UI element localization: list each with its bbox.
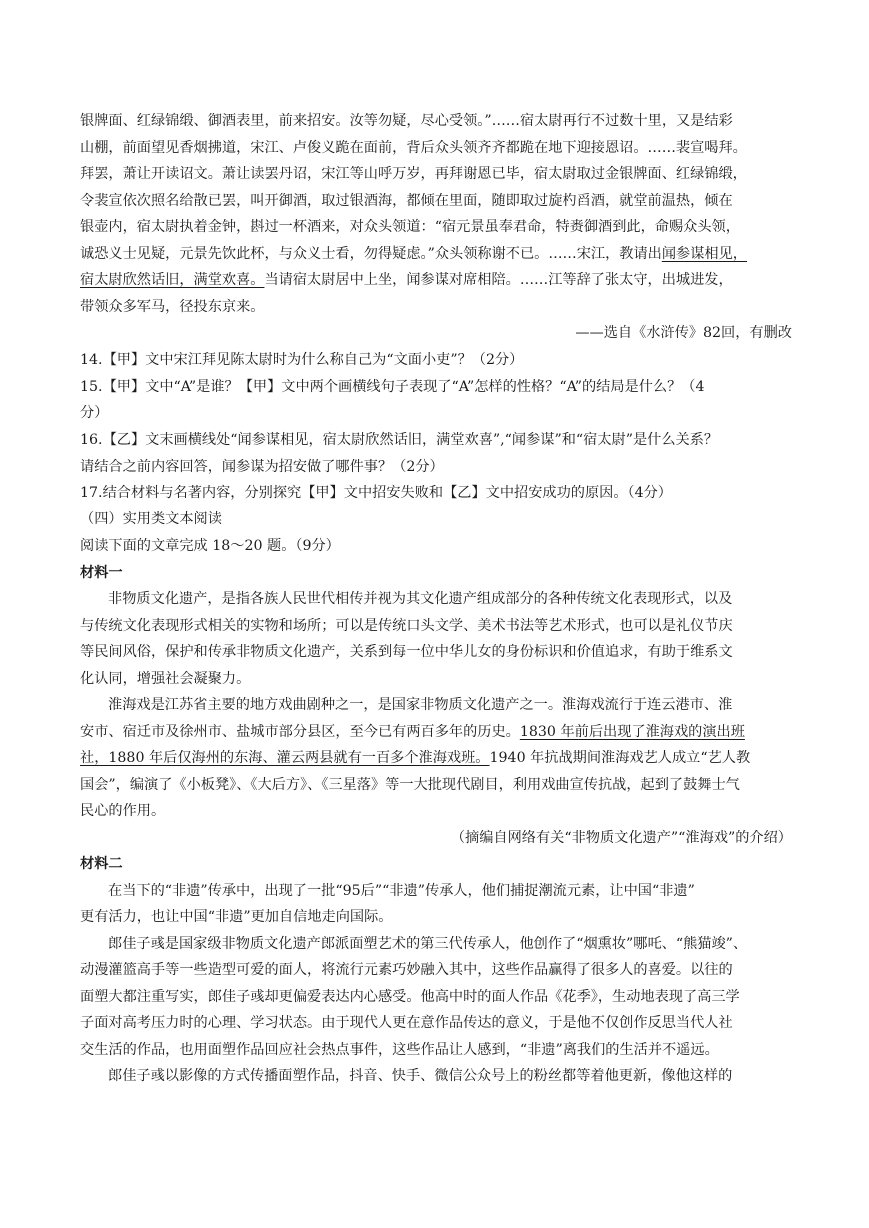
question-16: 16.【乙】文末画横线处“闻参谋相见，宿太尉欣然话旧，满堂欢喜”,“闻参谋”和“宿太尉”是什么关系？ — [80, 432, 719, 448]
question-17: 17.结合材料与名著内容，分别探究【甲】文中招安失败和【乙】文中招安成功的原因。（4分） — [80, 485, 672, 501]
section-instruction: 阅读下面的文章完成 18～20 题。（9分） — [80, 538, 340, 554]
passage-line: 拜罢，萧让开读诏文。萧让读罢丹诏，宋江等山呼万岁，再拜谢恩已毕，宿太尉取过金银牌面、红绿锦缎， — [80, 166, 747, 182]
question-15: 15.【甲】文中“A”是谁？【甲】文中两个画横线句子表现了“A”怎样的性格？“A”的结局是什么？（4 — [80, 379, 705, 395]
question-14: 14.【甲】文中宋江拜见陈太尉时为什么称自己为“文面小吏”？（2分） — [80, 352, 524, 368]
passage-source: ——选自《水浒传》82回，有删改 — [575, 325, 792, 341]
passage-line: 山棚，前面望见香烟拂道，宋江、卢俊义跪在面前，背后众头领齐齐都跪在地下迎接恩诏。……裴宣喝拜。 — [80, 140, 747, 156]
passage-line: 令裴宣依次照名给散已罢，叫开御酒，取过银酒海，都倾在里面，随即取过旋杓舀酒，就堂前温热，倾在 — [80, 193, 733, 209]
material1-source: （摘编自网络有关“非物质文化遗产”“淮海戏”的介绍） — [450, 830, 792, 846]
paragraph-line: 社，1880 年后仅海州的东海、灌云两县就有一百多个淮海戏班。1940 年抗战期间淮海戏艺人成立“艺人教 — [80, 750, 751, 766]
underlined-phrase: 社，1880 年后仅海州的东海、灌云两县就有一百多个淮海戏班。 — [80, 750, 490, 766]
paragraph-line: 与传统文化表现形式相关的实物和场所；可以是传统口头文学、美术书法等艺术形式，也可以是礼仪节庆 — [80, 618, 733, 634]
paragraph-line: 面塑大都注重写实，郎佳子彧却更偏爱表达内心感受。他高中时的面人作品《花季》，生动地表现了高三学 — [80, 989, 740, 1005]
paragraph-line: 动漫灌篮高手等一些造型可爱的面人，将流行元素巧妙融入其中，这些作品赢得了很多人的喜爱。以往的 — [80, 962, 733, 978]
paragraph-line: 非物质文化遗产，是指各族人民世代相传并视为其文化遗产组成部分的各种传统文化表现形式，以及 — [108, 591, 733, 607]
paragraph-line: 安市、宿迁市及徐州市、盐城市部分县区，至今已有两百多年的历史。1830 年前后出现了淮海戏的演出班 — [80, 724, 745, 740]
underlined-phrase: 1830 年前后出现了淮海戏的演出班 — [519, 724, 745, 740]
passage-line: 银牌面、红绿锦缎、御酒表里，前来招安。汝等勿疑，尽心受领。”……宿太尉再行不过数十里，又是结彩 — [80, 113, 733, 129]
passage-line: 银壶内，宿太尉执着金钟，斟过一杯酒来，对众头领道：“宿元景虽奉君命，特赉御酒到此，命赐众头领， — [80, 219, 740, 235]
paragraph-line: 子面对高考压力时的心理、学习状态。由于现代人更在意作品传达的意义，于是他不仅创作反思当代人社 — [80, 1015, 733, 1031]
paragraph-line: 在当下的“非遗”传承中，出现了一批“95后”“非遗”传承人，他们捕捉潮流元素，让中国“非遗” — [108, 883, 695, 899]
underlined-phrase: 闻参谋相见， — [661, 246, 747, 262]
material1-heading: 材料一 — [80, 565, 123, 581]
paragraph-line: 郎佳子彧以影像的方式传播面塑作品，抖音、快手、微信公众号上的粉丝都等着他更新，像他这样的 — [108, 1068, 733, 1084]
paragraph-line: 化认同，增强社会凝聚力。 — [80, 671, 251, 687]
paragraph-line: 等民间风俗，保护和传承非物质文化遗产，关系到每一位中华儿女的身份标识和价值追求，有助于维系文 — [80, 644, 733, 660]
paragraph-line: 郎佳子彧是国家级非物质文化遗产郎派面塑艺术的第三代传承人，他创作了“烟熏妆”哪吒、“熊猫竣”、 — [108, 936, 748, 952]
question-16-cont: 请结合之前内容回答，闻参谋为招安做了哪件事？（2分） — [80, 459, 444, 475]
underlined-phrase: 宿太尉欣然话旧，满堂欢喜。 — [80, 272, 265, 288]
passage-line: 带领众多军马，径投东京来。 — [80, 299, 265, 315]
passage-line: 诚恐义士见疑，元景先饮此杯，与众义士看，勿得疑虑。”众头领称谢不已。……宋江，教请出闻参谋相见， — [80, 246, 747, 262]
paragraph-line: 民心的作用。 — [80, 803, 166, 819]
passage-line: 宿太尉欣然话旧，满堂欢喜。当请宿太尉居中上坐，闻参谋对席相陪。……江等辞了张太守，出城进发， — [80, 272, 733, 288]
question-15-cont: 分） — [80, 405, 109, 421]
paragraph-line: 交生活的作品，也用面塑作品回应社会热点事件，这些作品让人感到，“非遗”离我们的生活并不遥远。 — [80, 1042, 719, 1058]
paragraph-line: 更有活力，也让中国“非遗”更加自信地走向国际。 — [80, 909, 393, 925]
section-heading: （四）实用类文本阅读 — [80, 511, 222, 527]
paragraph-line: 淮海戏是江苏省主要的地方戏曲剧种之一，是国家非物质文化遗产之一。淮海戏流行于连云港市、淮 — [108, 697, 733, 713]
material2-heading: 材料二 — [80, 856, 123, 872]
paragraph-line: 国会”，编演了《小板凳》、《大后方》、《三星落》等一大批现代剧目，利用戏曲宣传抗战，起到了鼓舞士气 — [80, 777, 740, 793]
